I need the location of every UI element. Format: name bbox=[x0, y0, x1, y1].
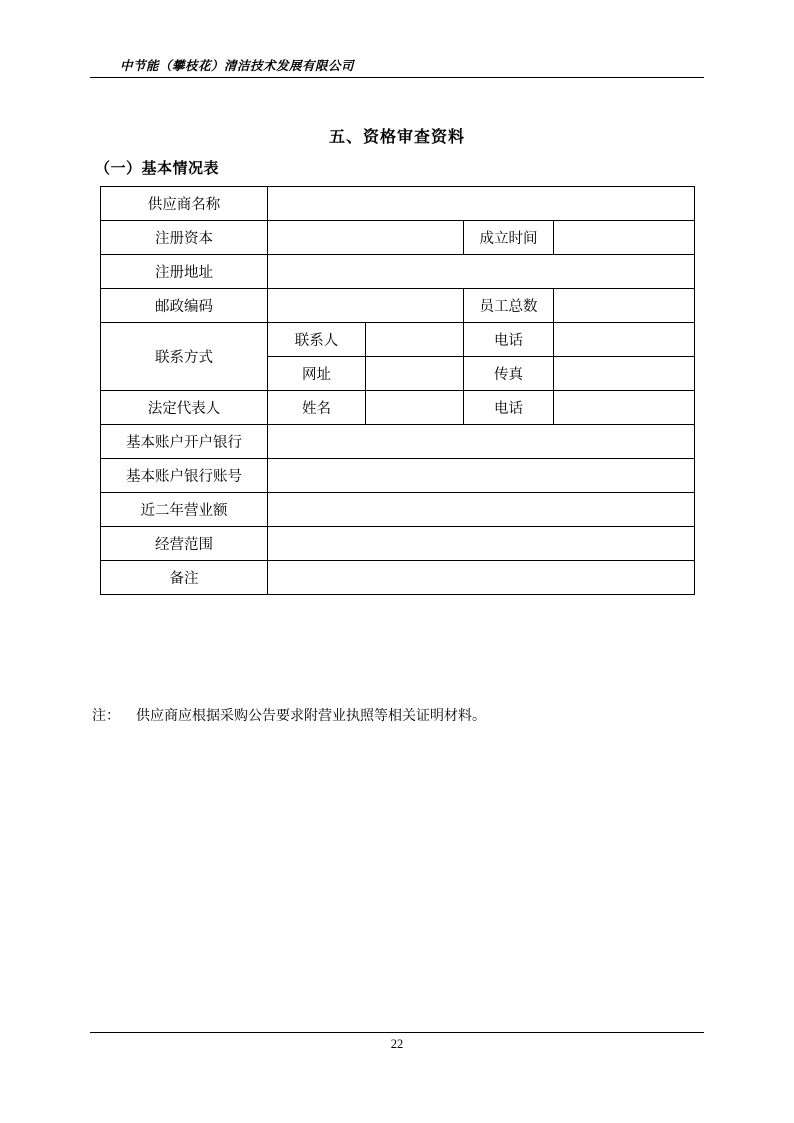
table-row bbox=[101, 527, 695, 561]
subsection-title: （一）基本情况表 bbox=[95, 160, 220, 177]
field-postal-code[interactable] bbox=[268, 289, 464, 323]
section-title: 五、资格审查资料 bbox=[328, 129, 465, 146]
field-business-scope[interactable] bbox=[268, 527, 695, 561]
field-website[interactable] bbox=[366, 357, 464, 391]
label-bank-name: 基本账户开户银行 bbox=[101, 425, 268, 459]
label-establish-date: 成立时间 bbox=[464, 221, 554, 255]
label-legal-rep-phone: 电话 bbox=[464, 391, 554, 425]
label-contact-info: 联系方式 bbox=[101, 323, 268, 391]
page-number: 22 bbox=[390, 1037, 404, 1051]
table-row bbox=[101, 493, 695, 527]
field-employee-count[interactable] bbox=[554, 289, 695, 323]
label-registered-address: 注册地址 bbox=[101, 255, 268, 289]
label-contact-phone: 电话 bbox=[464, 323, 554, 357]
label-legal-representative: 法定代表人 bbox=[101, 391, 268, 425]
table-row bbox=[101, 289, 695, 323]
table-row bbox=[101, 323, 695, 357]
table-row bbox=[101, 391, 695, 425]
table-row bbox=[101, 459, 695, 493]
field-registered-capital[interactable] bbox=[268, 221, 464, 255]
field-bank-account[interactable] bbox=[268, 459, 695, 493]
basic-info-table bbox=[100, 186, 695, 595]
label-remarks: 备注 bbox=[101, 561, 268, 595]
label-business-scope: 经营范围 bbox=[101, 527, 268, 561]
table-note bbox=[92, 705, 486, 725]
field-bank-name[interactable] bbox=[268, 425, 695, 459]
field-establish-date[interactable] bbox=[554, 221, 695, 255]
note-label: 注： bbox=[92, 707, 120, 723]
table-row bbox=[101, 425, 695, 459]
field-remarks[interactable] bbox=[268, 561, 695, 595]
label-legal-rep-name: 姓名 bbox=[268, 391, 366, 425]
field-registered-address[interactable] bbox=[268, 255, 695, 289]
label-contact-person: 联系人 bbox=[268, 323, 366, 357]
table-row bbox=[101, 221, 695, 255]
label-fax: 传真 bbox=[464, 357, 554, 391]
field-legal-rep-name[interactable] bbox=[366, 391, 464, 425]
label-bank-account: 基本账户银行账号 bbox=[101, 459, 268, 493]
field-legal-rep-phone[interactable] bbox=[554, 391, 695, 425]
field-fax[interactable] bbox=[554, 357, 695, 391]
label-employee-count: 员工总数 bbox=[464, 289, 554, 323]
page-header bbox=[90, 56, 704, 78]
label-registered-capital: 注册资本 bbox=[101, 221, 268, 255]
field-two-year-revenue[interactable] bbox=[268, 493, 695, 527]
field-supplier-name[interactable] bbox=[268, 187, 695, 221]
label-postal-code: 邮政编码 bbox=[101, 289, 268, 323]
note-text: 供应商应根据采购公告要求附营业执照等相关证明材料。 bbox=[136, 707, 486, 723]
field-contact-person[interactable] bbox=[366, 323, 464, 357]
label-two-year-revenue: 近二年营业额 bbox=[101, 493, 268, 527]
label-supplier-name: 供应商名称 bbox=[101, 187, 268, 221]
table-row bbox=[101, 187, 695, 221]
field-contact-phone[interactable] bbox=[554, 323, 695, 357]
label-website: 网址 bbox=[268, 357, 366, 391]
page-footer bbox=[90, 1032, 704, 1052]
table-row bbox=[101, 255, 695, 289]
company-name: 中节能（攀枝花）清洁技术发展有限公司 bbox=[120, 59, 355, 73]
table-row bbox=[101, 561, 695, 595]
